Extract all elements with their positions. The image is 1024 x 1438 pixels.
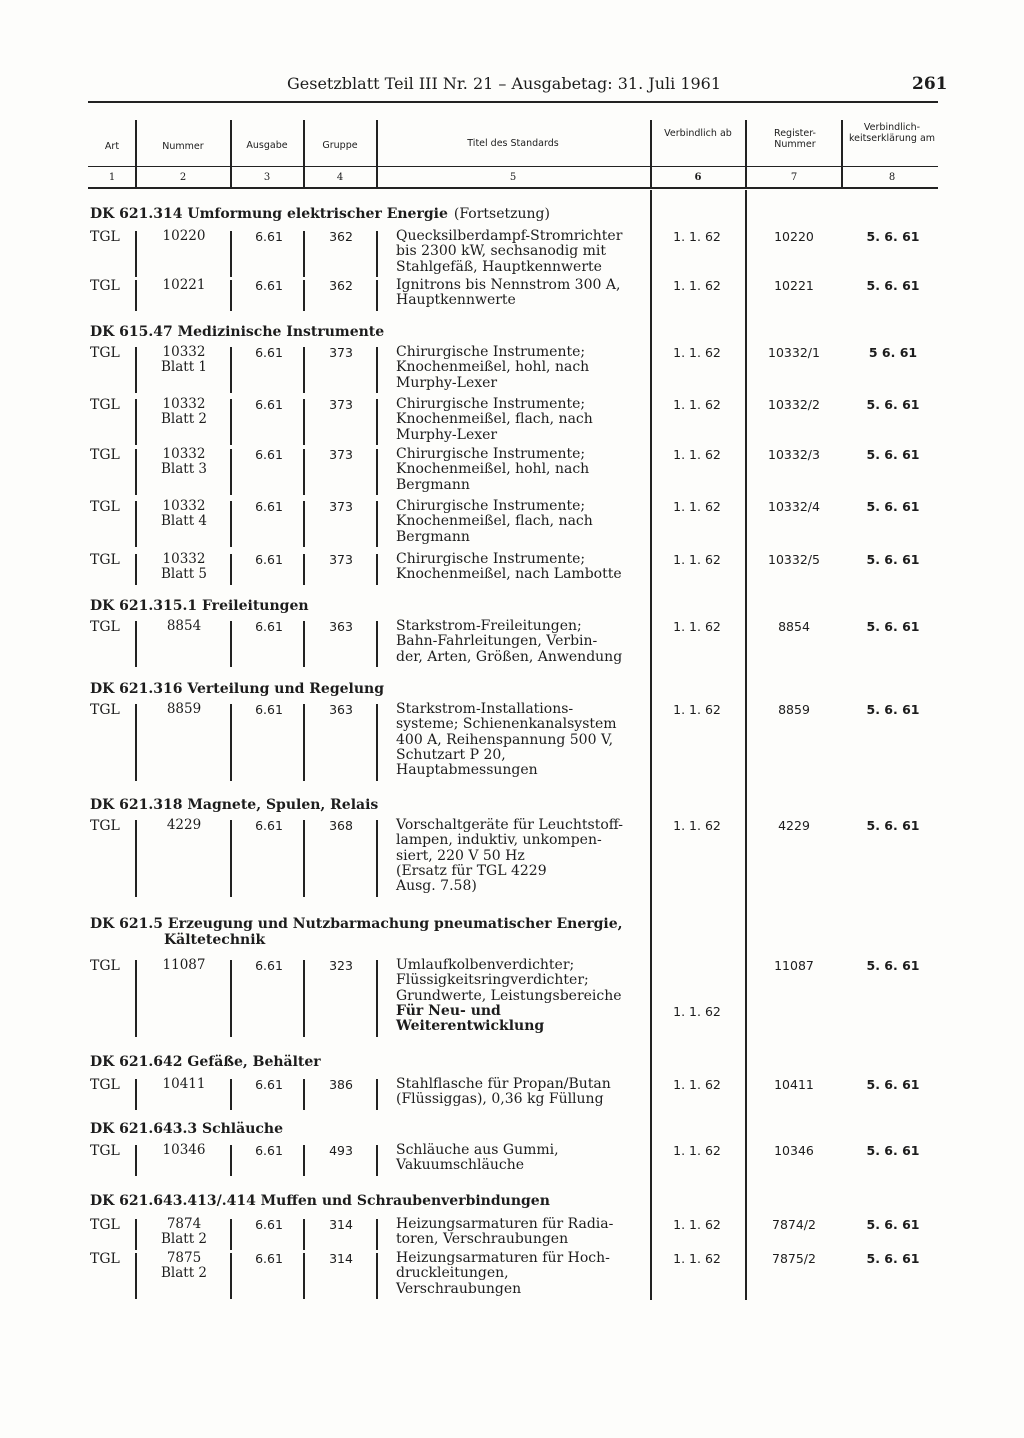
titel-cell <box>396 1251 646 1297</box>
nummer-cell <box>142 447 226 477</box>
col-header-ausgabe: Ausgabe <box>246 140 288 151</box>
cell-rule <box>230 1145 232 1176</box>
cell-rule <box>135 449 137 495</box>
art-cell: TGL <box>90 1251 120 1267</box>
cell-rule <box>135 704 137 781</box>
cell-rule <box>376 704 378 781</box>
col-num: 1 <box>108 172 116 183</box>
gruppe-cell: 314 <box>329 1217 353 1232</box>
cell-rule <box>303 449 305 495</box>
register-cell: 10332/4 <box>768 499 820 514</box>
verbindlich-cell: 1. 1. 62 <box>673 702 721 717</box>
cell-rule <box>135 347 137 393</box>
art-cell: TGL <box>90 619 120 635</box>
titel-line: Bergmann <box>396 476 470 493</box>
titel-line: Schläuche aus Gummi, <box>396 1142 559 1158</box>
titel-line: Verschraubungen <box>396 1280 522 1297</box>
titel-line-bold: Für Neu- und <box>396 1002 501 1019</box>
col-num: 3 <box>263 172 271 183</box>
cell-rule <box>135 820 137 897</box>
titel-line: Knochenmeißel, nach Lambotte <box>396 566 622 583</box>
erklaerung-cell: 5. 6. 61 <box>866 278 920 293</box>
titel-line: Murphy-Lexer <box>396 426 498 443</box>
cell-rule <box>303 621 305 667</box>
nummer-cell <box>142 278 226 293</box>
titel-line: Heizungsarmaturen für Radia- <box>396 1216 614 1232</box>
blatt-value: Blatt 4 <box>160 513 208 529</box>
gruppe-cell: 368 <box>329 818 353 833</box>
verbindlich-cell: 1. 1. 62 <box>673 345 721 360</box>
art-cell: TGL <box>90 499 120 515</box>
verbindlich-cell: 1. 1. 62 <box>673 619 721 634</box>
cell-rule <box>303 554 305 585</box>
erklaerung-cell: 5. 6. 61 <box>866 818 920 833</box>
cell-rule <box>303 1079 305 1110</box>
gruppe-cell: 363 <box>329 619 353 634</box>
section-heading-text: DK 621.642 Gefäße, Behälter <box>90 1054 321 1070</box>
cell-rule <box>303 347 305 393</box>
nummer-value: 7874 <box>166 1216 202 1232</box>
cell-rule <box>303 1219 305 1250</box>
verbindlich-cell: 1. 1. 62 <box>673 278 721 293</box>
titel-line: Chirurgische Instrumente; <box>396 551 586 567</box>
art-cell: TGL <box>90 818 120 834</box>
verbindlich-cell: 1. 1. 62 <box>673 1077 721 1092</box>
col-num: 4 <box>336 172 344 183</box>
cell-rule <box>135 231 137 277</box>
gruppe-cell: 363 <box>329 702 353 717</box>
titel-line: Bahn-Fahrleitungen, Verbin- <box>396 633 598 650</box>
titel-line: Vakuumschläuche <box>396 1157 524 1174</box>
blatt-value: Blatt 2 <box>160 411 208 427</box>
page-number: 261 <box>912 74 948 94</box>
cell-rule <box>303 960 305 1037</box>
cell-rule <box>230 621 232 667</box>
titel-line: Quecksilberdampf-Stromrichter <box>396 228 623 244</box>
gruppe-cell: 362 <box>329 278 353 293</box>
section-heading <box>90 1054 321 1070</box>
nummer-value: 10332 <box>162 551 206 567</box>
blatt-value: Blatt 3 <box>160 461 208 477</box>
section-heading-text: DK 621.318 Magnete, Spulen, Relais <box>90 797 379 813</box>
column-header-rule <box>88 166 938 167</box>
ausgabe-cell: 6.61 <box>255 818 283 833</box>
col-divider <box>303 120 305 187</box>
titel-line: bis 2300 kW, sechsanodig mit <box>396 243 607 260</box>
running-title: Gesetzblatt Teil III Nr. 21 – Ausgabetag: 31. Juli 1961 <box>287 74 722 93</box>
col-num: 2 <box>179 172 187 183</box>
blatt-value: Blatt 2 <box>160 1231 208 1247</box>
art-cell: TGL <box>90 278 120 294</box>
erklaerung-cell: 5 6. 61 <box>868 345 918 360</box>
register-cell: 10332/3 <box>768 447 820 462</box>
titel-line: Starkstrom-Freileitungen; <box>396 618 582 634</box>
nummer-value: 10221 <box>162 277 206 293</box>
nummer-cell <box>142 397 226 427</box>
titel-line: Ignitrons bis Nennstrom 300 A, <box>396 277 621 293</box>
cell-rule <box>303 501 305 547</box>
titel-line: Knochenmeißel, flach, nach <box>396 513 593 530</box>
nummer-value: 10332 <box>162 446 206 462</box>
cell-rule <box>230 820 232 897</box>
titel-line: Schutzart P 20, <box>396 746 506 763</box>
col-divider <box>745 190 747 1300</box>
titel-cell <box>396 1143 646 1174</box>
erklaerung-cell: 5. 6. 61 <box>866 229 920 244</box>
col-divider <box>135 120 137 187</box>
ausgabe-cell: 6.61 <box>255 552 283 567</box>
nummer-cell <box>142 958 226 973</box>
section-heading-text: DK 615.47 Medizinische Instrumente <box>90 324 385 340</box>
register-cell: 10411 <box>774 1077 814 1092</box>
titel-cell <box>396 397 646 443</box>
section-heading-text: DK 621.314 Umformung elektrischer Energie <box>90 206 448 222</box>
cell-rule <box>135 554 137 585</box>
titel-line: 400 A, Reihenspannung 500 V, <box>396 731 614 748</box>
ausgabe-cell: 6.61 <box>255 1217 283 1232</box>
erklaerung-cell: 5. 6. 61 <box>866 1077 920 1092</box>
erklaerung-cell: 5. 6. 61 <box>866 958 920 973</box>
cell-rule <box>376 960 378 1037</box>
nummer-value: 10332 <box>162 344 206 360</box>
cell-rule <box>230 704 232 781</box>
register-cell: 7874/2 <box>772 1217 816 1232</box>
erklaerung-cell: 5. 6. 61 <box>866 1143 920 1158</box>
cell-rule <box>303 820 305 897</box>
col-header-register: Register-Nummer <box>774 128 816 150</box>
register-cell: 10346 <box>774 1143 814 1158</box>
cell-rule <box>376 280 378 311</box>
verbindlich-cell: 1. 1. 62 <box>673 818 721 833</box>
titel-line: systeme; Schienenkanalsystem <box>396 716 617 733</box>
header-rule <box>88 101 938 103</box>
ausgabe-cell: 6.61 <box>255 958 283 973</box>
cell-rule <box>230 554 232 585</box>
section-heading-line2: Kältetechnik <box>164 932 266 948</box>
col-header-art: Art <box>104 141 120 152</box>
verbindlich-cell: 1. 1. 62 <box>673 447 721 462</box>
erklaerung-cell: 5. 6. 61 <box>866 499 920 514</box>
gruppe-cell: 323 <box>329 958 353 973</box>
art-cell: TGL <box>90 1217 120 1233</box>
titel-line: Murphy-Lexer <box>396 374 498 391</box>
cell-rule <box>376 347 378 393</box>
gruppe-cell: 314 <box>329 1251 353 1266</box>
titel-line: Stahlflasche für Propan/Butan <box>396 1076 611 1092</box>
titel-cell <box>396 702 646 778</box>
ausgabe-cell: 6.61 <box>255 397 283 412</box>
nummer-cell <box>142 345 226 375</box>
nummer-value: 8859 <box>166 701 202 717</box>
cell-rule <box>303 280 305 311</box>
cell-rule <box>376 449 378 495</box>
cell-rule <box>303 231 305 277</box>
cell-rule <box>135 621 137 667</box>
cell-rule <box>376 1145 378 1176</box>
col-divider <box>841 120 843 187</box>
cell-rule <box>376 1219 378 1250</box>
col-num: 7 <box>790 172 798 183</box>
art-cell: TGL <box>90 229 120 245</box>
erklaerung-cell: 5. 6. 61 <box>866 702 920 717</box>
titel-line: Umlaufkolbenverdichter; <box>396 957 575 973</box>
section-heading-text: DK 621.5 Erzeugung und Nutzbarmachung pneumatischer Energie, <box>90 916 623 932</box>
nummer-value: 10411 <box>162 1076 206 1092</box>
section-heading <box>90 598 309 614</box>
gruppe-cell: 373 <box>329 552 353 567</box>
col-divider <box>650 190 652 1300</box>
titel-cell <box>396 345 646 391</box>
nummer-value: 10332 <box>162 396 206 412</box>
nummer-cell <box>142 1077 226 1092</box>
register-cell: 10332/1 <box>768 345 820 360</box>
titel-line: Bergmann <box>396 528 470 545</box>
col-header-gruppe: Gruppe <box>322 140 358 151</box>
titel-line: Chirurgische Instrumente; <box>396 344 586 360</box>
cell-rule <box>135 1079 137 1110</box>
cell-rule <box>135 1253 137 1299</box>
ausgabe-cell: 6.61 <box>255 702 283 717</box>
nummer-value: 4229 <box>166 817 202 833</box>
col-divider <box>745 120 747 187</box>
titel-line: (Flüssiggas), 0,36 kg Füllung <box>396 1091 604 1108</box>
titel-cell <box>396 958 646 1034</box>
cell-rule <box>376 621 378 667</box>
gruppe-cell: 362 <box>329 229 353 244</box>
nummer-value: 8854 <box>166 618 202 634</box>
register-cell: 10221 <box>774 278 814 293</box>
titel-line: Vorschaltgeräte für Leuchtstoff- <box>396 817 623 833</box>
gruppe-cell: 386 <box>329 1077 353 1092</box>
ausgabe-cell: 6.61 <box>255 619 283 634</box>
register-cell: 8859 <box>778 702 810 717</box>
gruppe-cell: 373 <box>329 345 353 360</box>
cell-rule <box>230 1253 232 1299</box>
titel-line: Starkstrom-Installations- <box>396 701 574 717</box>
nummer-cell <box>142 1143 226 1158</box>
cell-rule <box>376 399 378 445</box>
gruppe-cell: 373 <box>329 447 353 462</box>
verbindlich-cell: 1. 1. 62 <box>673 499 721 514</box>
register-cell: 10220 <box>774 229 814 244</box>
cell-rule <box>230 1219 232 1250</box>
art-cell: TGL <box>90 1077 120 1093</box>
titel-line: Knochenmeißel, hohl, nach <box>396 359 590 376</box>
nummer-cell <box>142 702 226 717</box>
cell-rule <box>135 1219 137 1250</box>
cell-rule <box>230 960 232 1037</box>
titel-line: Hauptabmessungen <box>396 762 538 779</box>
gruppe-cell: 373 <box>329 397 353 412</box>
erklaerung-cell: 5. 6. 61 <box>866 1251 920 1266</box>
cell-rule <box>230 347 232 393</box>
ausgabe-cell: 6.61 <box>255 278 283 293</box>
verbindlich-cell: 1. 1. 62 <box>673 1251 721 1266</box>
nummer-cell <box>142 1251 226 1281</box>
titel-cell <box>396 278 646 309</box>
col-divider <box>650 120 652 187</box>
cell-rule <box>376 820 378 897</box>
register-cell: 7875/2 <box>772 1251 816 1266</box>
nummer-value: 10346 <box>162 1142 206 1158</box>
cell-rule <box>135 501 137 547</box>
ausgabe-cell: 6.61 <box>255 1077 283 1092</box>
cell-rule <box>230 280 232 311</box>
gruppe-cell: 373 <box>329 499 353 514</box>
titel-line: Chirurgische Instrumente; <box>396 396 586 412</box>
cell-rule <box>376 554 378 585</box>
cell-rule <box>135 960 137 1037</box>
art-cell: TGL <box>90 958 120 974</box>
cell-rule <box>230 231 232 277</box>
col-divider <box>376 120 378 187</box>
cell-rule <box>230 1079 232 1110</box>
verbindlich-cell: 1. 1. 62 <box>673 229 721 244</box>
nummer-cell <box>142 229 226 244</box>
erklaerung-cell: 5. 6. 61 <box>866 552 920 567</box>
register-cell: 10332/5 <box>768 552 820 567</box>
nummer-value: 11087 <box>162 957 206 973</box>
titel-cell <box>396 447 646 493</box>
section-heading-text: DK 621.643.413/.414 Muffen und Schraubenverbindungen <box>90 1193 550 1209</box>
titel-line: Flüssigkeitsringverdichter; <box>396 972 589 989</box>
nummer-value: 10220 <box>162 228 206 244</box>
titel-line: Ausg. 7.58) <box>396 878 477 895</box>
register-cell: 8854 <box>778 619 810 634</box>
col-header-erklaerung: Verbindlich-keitserklärung am <box>848 122 936 144</box>
titel-line: Chirurgische Instrumente; <box>396 446 586 462</box>
cell-rule <box>135 280 137 311</box>
titel-line: druckleitungen, <box>396 1265 509 1282</box>
verbindlich-cell: 1. 1. 62 <box>673 397 721 412</box>
section-heading <box>90 206 550 222</box>
titel-line: siert, 220 V 50 Hz <box>396 847 525 864</box>
cell-rule <box>303 704 305 781</box>
titel-line: Stahlgefäß, Hauptkennwerte <box>396 258 602 275</box>
col-header-nummer: Nummer <box>162 141 204 152</box>
art-cell: TGL <box>90 447 120 463</box>
section-heading <box>90 1121 283 1137</box>
register-cell: 4229 <box>778 818 810 833</box>
col-header-verbindlich: Verbindlich ab <box>664 128 732 139</box>
titel-line: Heizungsarmaturen für Hoch- <box>396 1250 610 1266</box>
cell-rule <box>376 1079 378 1110</box>
register-cell: 10332/2 <box>768 397 820 412</box>
section-heading <box>90 916 623 948</box>
ausgabe-cell: 6.61 <box>255 447 283 462</box>
titel-line: toren, Verschraubungen <box>396 1231 569 1248</box>
titel-line: (Ersatz für TGL 4229 <box>396 862 547 879</box>
art-cell: TGL <box>90 1143 120 1159</box>
titel-cell <box>396 1077 646 1108</box>
art-cell: TGL <box>90 345 120 361</box>
section-heading <box>90 1193 550 1209</box>
col-num: 8 <box>888 172 896 183</box>
art-cell: TGL <box>90 552 120 568</box>
titel-cell <box>396 1217 646 1248</box>
blatt-value: Blatt 2 <box>160 1265 208 1281</box>
cell-rule <box>303 1145 305 1176</box>
erklaerung-cell: 5. 6. 61 <box>866 619 920 634</box>
titel-line: lampen, induktiv, unkompen- <box>396 832 602 849</box>
cell-rule <box>303 399 305 445</box>
verbindlich-cell: 1. 1. 62 <box>673 1143 721 1158</box>
verbindlich-cell: 1. 1. 62 <box>673 552 721 567</box>
nummer-cell <box>142 619 226 634</box>
art-cell: TGL <box>90 702 120 718</box>
erklaerung-cell: 5. 6. 61 <box>866 397 920 412</box>
titel-line: Hauptkennwerte <box>396 292 516 309</box>
ausgabe-cell: 6.61 <box>255 1251 283 1266</box>
section-heading-text: DK 621.316 Verteilung und Regelung <box>90 681 384 697</box>
section-heading <box>90 324 384 340</box>
ausgabe-cell: 6.61 <box>255 345 283 360</box>
blatt-value: Blatt 1 <box>160 359 208 375</box>
verbindlich-cell: 1. 1. 62 <box>673 1217 721 1232</box>
erklaerung-cell: 5. 6. 61 <box>866 1217 920 1232</box>
section-heading-suffix: (Fortsetzung) <box>453 206 550 222</box>
col-num: 5 <box>509 172 517 183</box>
nummer-cell <box>142 499 226 529</box>
col-header-titel: Titel des Standards <box>467 138 559 149</box>
blatt-value: Blatt 5 <box>160 566 208 582</box>
section-heading-text: DK 621.643.3 Schläuche <box>90 1121 283 1137</box>
nummer-cell <box>142 552 226 582</box>
titel-line: Grundwerte, Leistungsbereiche <box>396 987 622 1004</box>
nummer-value: 10332 <box>162 498 206 514</box>
ausgabe-cell: 6.61 <box>255 229 283 244</box>
cell-rule <box>376 1253 378 1299</box>
gruppe-cell: 493 <box>329 1143 353 1158</box>
titel-line: Knochenmeißel, hohl, nach <box>396 461 590 478</box>
cell-rule <box>376 501 378 547</box>
section-heading-text: DK 621.315.1 Freileitungen <box>90 598 309 614</box>
titel-line-bold: Weiterentwicklung <box>396 1018 545 1035</box>
cell-rule <box>135 1145 137 1176</box>
cell-rule <box>230 501 232 547</box>
column-number-rule <box>88 187 938 189</box>
art-cell: TGL <box>90 397 120 413</box>
register-cell: 11087 <box>774 958 814 973</box>
col-divider <box>230 120 232 187</box>
titel-line: Chirurgische Instrumente; <box>396 498 586 514</box>
ausgabe-cell: 6.61 <box>255 499 283 514</box>
titel-cell <box>396 552 646 583</box>
titel-cell <box>396 499 646 545</box>
titel-cell <box>396 818 646 894</box>
titel-cell <box>396 229 646 275</box>
titel-cell <box>396 619 646 665</box>
cell-rule <box>230 399 232 445</box>
erklaerung-cell: 5. 6. 61 <box>866 447 920 462</box>
nummer-cell <box>142 1217 226 1247</box>
nummer-value: 7875 <box>166 1250 202 1266</box>
verbindlich-cell: 1. 1. 62 <box>673 1003 721 1019</box>
section-heading <box>90 681 384 697</box>
nummer-cell <box>142 818 226 833</box>
cell-rule <box>376 231 378 277</box>
cell-rule <box>303 1253 305 1299</box>
titel-line: der, Arten, Größen, Anwendung <box>396 648 623 665</box>
ausgabe-cell: 6.61 <box>255 1143 283 1158</box>
cell-rule <box>230 449 232 495</box>
titel-line: Knochenmeißel, flach, nach <box>396 411 593 428</box>
col-num: 6 <box>694 172 702 183</box>
cell-rule <box>135 399 137 445</box>
section-heading <box>90 797 378 813</box>
